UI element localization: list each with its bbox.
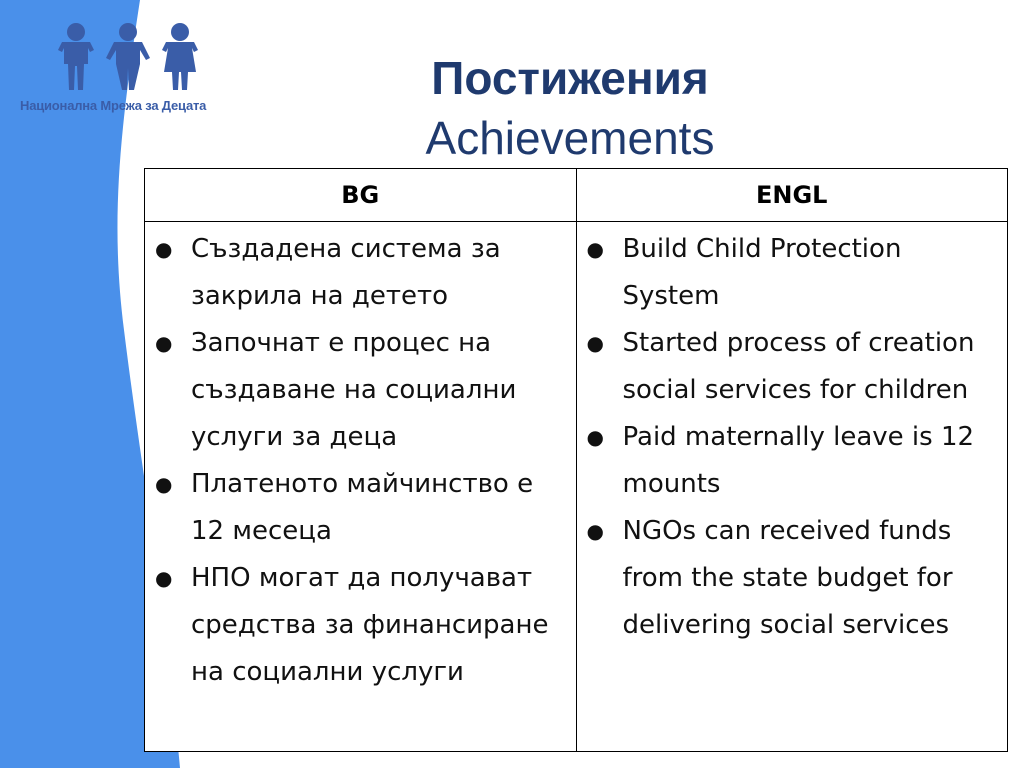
list-item [151, 461, 570, 555]
list-item-text: Започнат е процес на създаване на социални услуги за деца [191, 328, 517, 452]
bullet-icon: ● [155, 237, 173, 261]
bg-cell [145, 222, 577, 752]
column-header-bg: BG [145, 169, 577, 222]
engl-cell [576, 222, 1008, 752]
bullet-icon: ● [586, 425, 604, 449]
children-figures-icon [48, 20, 208, 92]
list-item-text: NGOs can received funds from the state budget for delivering social services [622, 516, 953, 640]
bullet-icon: ● [155, 331, 173, 355]
list-item-text: Started process of creation social services for children [622, 328, 975, 405]
list-item-text: Платеното майчинство е 12 месеца [191, 469, 534, 546]
achievements-table [144, 168, 1008, 752]
bg-list [145, 222, 576, 696]
bullet-icon: ● [586, 331, 604, 355]
list-item-text: НПО могат да получават средства за финансиране на социални услуги [191, 563, 549, 687]
list-item-text: Paid maternally leave is 12 mounts [622, 422, 975, 499]
bullet-icon: ● [586, 237, 604, 261]
page-subtitle: Achievements [425, 112, 715, 164]
list-item [151, 226, 570, 320]
list-item-text: Build Child Protection System [622, 234, 902, 311]
table-header-row [145, 169, 1008, 222]
page-title: Постижения [431, 52, 709, 104]
bullet-icon: ● [586, 519, 604, 543]
bullet-icon: ● [155, 566, 173, 590]
list-item [583, 414, 1002, 508]
list-item [151, 320, 570, 461]
table-row [145, 222, 1008, 752]
list-item [583, 508, 1002, 649]
list-item [583, 320, 1002, 414]
column-header-engl: ENGL [576, 169, 1008, 222]
logo-text: Национална Мрежа за Децата [20, 98, 207, 113]
logo [18, 20, 228, 120]
list-item [151, 555, 570, 696]
bullet-icon: ● [155, 472, 173, 496]
list-item [583, 226, 1002, 320]
list-item-text: Създадена система за закрила на детето [191, 234, 501, 311]
engl-list [577, 222, 1008, 649]
